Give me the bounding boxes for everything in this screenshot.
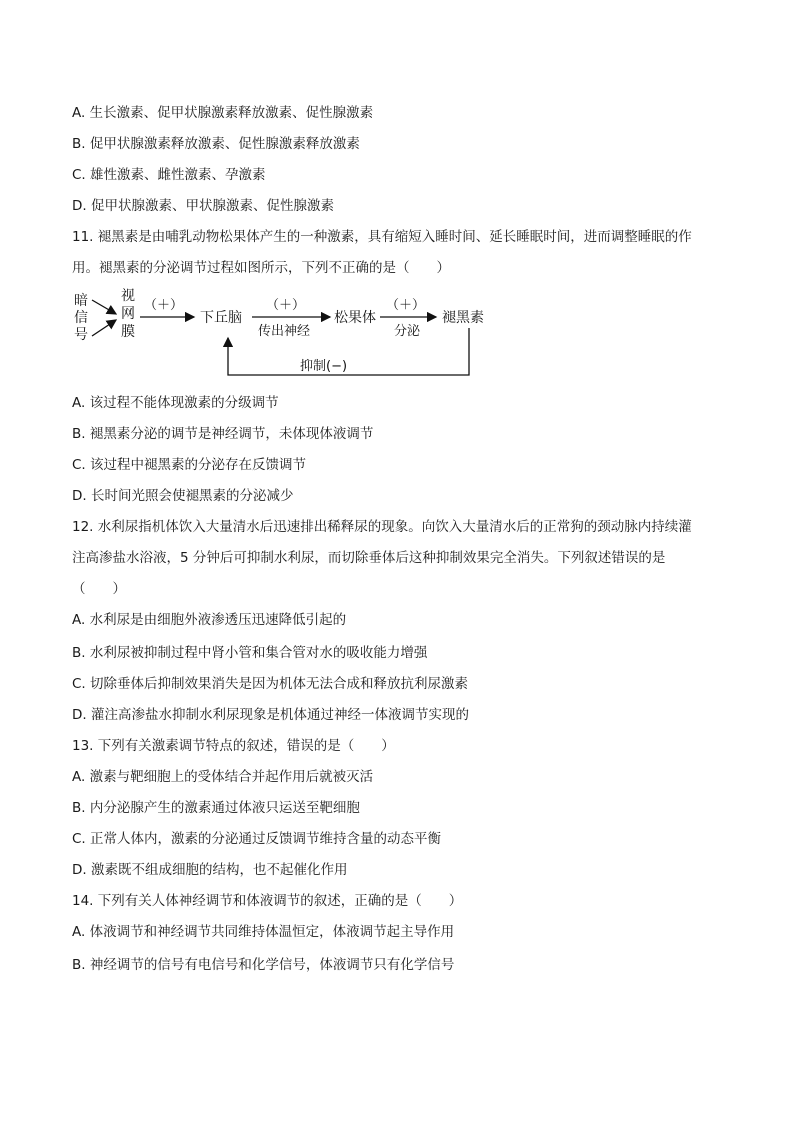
signal-char-2: 信 xyxy=(74,310,88,326)
q10-option-c: C. 雄性激素、雌性激素、孕激素 xyxy=(72,167,266,183)
q12-option-d: D. 灌注高渗盐水抑制水利尿现象是机体通过神经一体液调节实现的 xyxy=(72,707,469,723)
q12-option-c: C. 切除垂体后抑制效果消失是因为机体无法合成和释放抗利尿激素 xyxy=(72,676,469,692)
secrete-label: 分泌 xyxy=(394,324,421,339)
signal-char-1: 暗 xyxy=(74,293,88,309)
q11-option-a: A. 该过程不能体现激素的分级调节 xyxy=(72,395,279,411)
q11-stem-line1: 11. 褪黑素是由哺乳动物松果体产生的一种激素，具有缩短入睡时间、延长睡眠时间，进而调整睡眠的作 xyxy=(72,229,692,245)
q14-option-a: A. 体液调节和神经调节共同维持体温恒定，体液调节起主导作用 xyxy=(72,924,455,940)
q10-option-d: D. 促甲状腺激素、甲状腺激素、促性腺激素 xyxy=(72,198,334,214)
q11-option-b: B. 褪黑素分泌的调节是神经调节，未体现体液调节 xyxy=(72,426,374,442)
melatonin-regulation-diagram xyxy=(72,284,502,380)
retina-char-1: 视 xyxy=(121,288,135,304)
q13-option-a: A. 激素与靶细胞上的受体结合并起作用后就被灭活 xyxy=(72,769,374,785)
q11-option-d: D. 长时间光照会使褪黑素的分泌减少 xyxy=(72,488,294,504)
retina-char-3: 膜 xyxy=(121,324,135,340)
hypothalamus-label: 下丘脑 xyxy=(200,310,242,326)
q10-option-b: B. 促甲状腺激素释放激素、促性腺激素释放激素 xyxy=(72,136,360,152)
signal-arrow-upper xyxy=(92,300,116,314)
q12-stem-line2: 注高渗盐水浴液，5 分钟后可抑制水利尿，而切除垂体后这种抑制效果完全消失。下列叙述错误的是 xyxy=(72,550,666,566)
q14-option-b: B. 神经调节的信号有电信号和化学信号，体液调节只有化学信号 xyxy=(72,957,455,973)
plus-label-2: （＋） xyxy=(266,298,306,313)
q12-stem-line3: （ ） xyxy=(72,581,126,597)
retina-char-2: 网 xyxy=(121,306,135,322)
inhibit-label: 抑制(−) xyxy=(300,359,348,374)
q12-option-b: B. 水利尿被抑制过程中肾小管和集合管对水的吸收能力增强 xyxy=(72,645,428,661)
q13-option-d: D. 激素既不组成细胞的结构，也不起催化作用 xyxy=(72,862,348,878)
pineal-label: 松果体 xyxy=(334,310,376,326)
efferent-nerve-label: 传出神经 xyxy=(258,324,311,339)
q14-stem: 14. 下列有关人体神经调节和体液调节的叙述，正确的是（ ） xyxy=(72,893,463,909)
melatonin-label: 褪黑素 xyxy=(442,310,484,326)
q12-stem-line1: 12. 水利尿指机体饮入大量清水后迅速排出稀释尿的现象。向饮入大量清水后的正常狗的颈动脉内持续灌 xyxy=(72,519,692,535)
q10-option-a: A. 生长激素、促甲状腺激素释放激素、促性腺激素 xyxy=(72,105,374,121)
q13-option-c: C. 正常人体内，激素的分泌通过反馈调节维持含量的动态平衡 xyxy=(72,831,442,847)
plus-label-3: （＋） xyxy=(386,298,426,313)
q13-stem: 13. 下列有关激素调节特点的叙述，错误的是（ ） xyxy=(72,738,395,754)
q12-option-a: A. 水利尿是由细胞外液渗透压迅速降低引起的 xyxy=(72,612,347,628)
signal-arrow-lower xyxy=(92,320,116,336)
q13-option-b: B. 内分泌腺产生的激素通过体液只运送至靶细胞 xyxy=(72,800,360,816)
plus-label-1: （＋） xyxy=(144,298,184,313)
q11-stem-line2: 用。褪黑素的分泌调节过程如图所示，下列不正确的是（ ） xyxy=(72,260,450,276)
q11-option-c: C. 该过程中褪黑素的分泌存在反馈调节 xyxy=(72,457,307,473)
signal-char-3: 号 xyxy=(74,327,88,343)
